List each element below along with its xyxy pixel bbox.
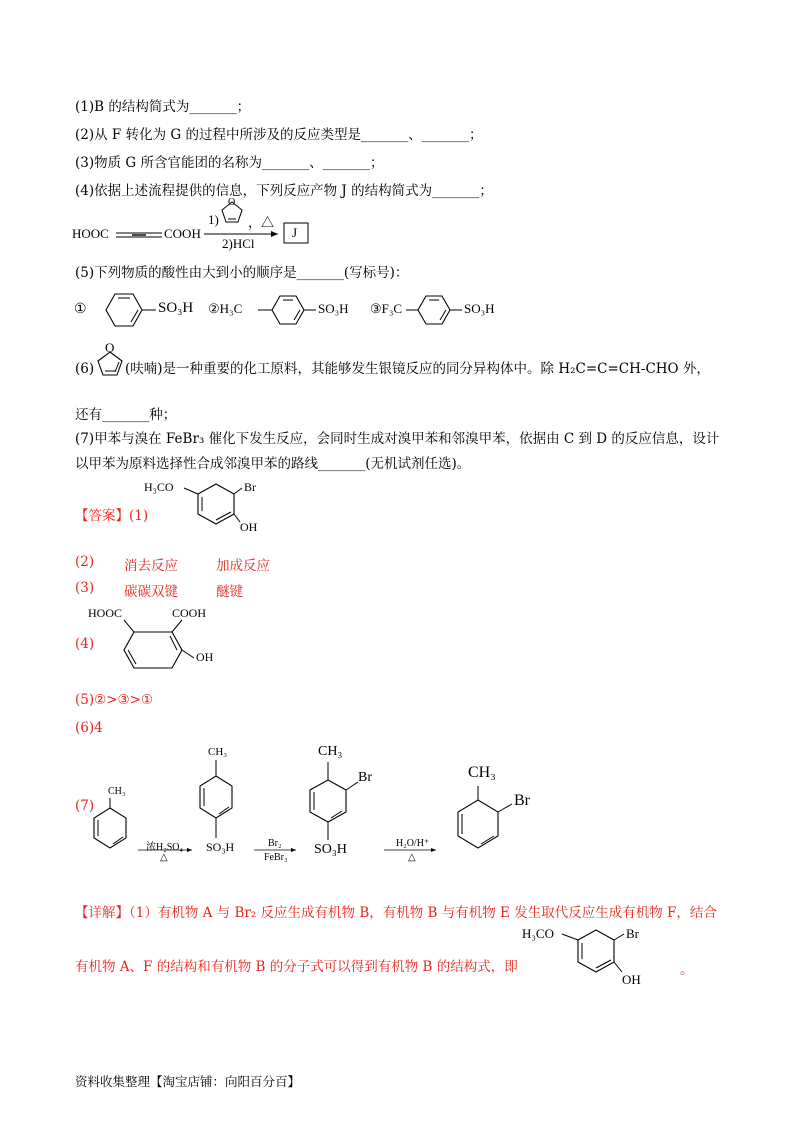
answer-2-label: (2)	[75, 554, 95, 570]
explanation-line2: 有机物 A、F 的结构和有机物 B 的分子式可以得到有机物 B 的结构式，即	[75, 959, 518, 975]
answer-7-d-ch3: CH₃	[468, 764, 496, 781]
q4-reactant-cooh: COOH	[164, 226, 201, 241]
answer-5: (5)②>③>①	[75, 692, 154, 708]
explanation-br: Br	[626, 926, 639, 941]
question-2: (2)从 F 转化为 G 的过程中所涉及的反应类型是_______、_______；	[75, 127, 483, 143]
question-6-prefix: (6)	[75, 361, 95, 377]
answer-3-label: (3)	[75, 580, 95, 596]
q5-item-2-so3h: SO₃H	[318, 301, 349, 316]
answer-2-value-1: 消去反应	[124, 558, 178, 574]
question-3: (3)物质 G 所含官能团的名称为_______、_______；	[75, 155, 384, 171]
answer-7-label: (7)	[75, 798, 95, 814]
answer-7-condition-2a: Br₂	[268, 838, 282, 849]
answer-7-condition-3a: H₂O/H⁺	[396, 838, 430, 849]
q4-reaction	[72, 196, 322, 256]
answer-tag	[75, 504, 148, 524]
answer-7-c-br: Br	[358, 770, 372, 785]
answer-4-oh: OH	[196, 650, 214, 664]
q4-product-j: J	[292, 225, 298, 240]
q5-item-3-so3h: SO₃H	[464, 301, 495, 316]
explanation-tag: 【详解】	[75, 905, 129, 921]
answer-6: (6)4	[75, 720, 103, 736]
q4-condition-1: 1)	[208, 212, 219, 227]
explanation-end: 。	[680, 962, 694, 978]
explanation-oh: OH	[622, 972, 641, 987]
q4-furan-o: O	[228, 197, 236, 208]
answer-4-cooh: COOH	[172, 606, 207, 620]
answer-7-d-br: Br	[514, 792, 530, 809]
answer-7-condition-1b: △	[160, 852, 168, 863]
question-6: (呋喃)是一种重要的化工原料，其能够发生银镜反应的同分异构体中。除 H₂C=C=CH-CHO 外，	[125, 361, 710, 377]
question-4: (4)依据上述流程提供的信息，下列反应产物 J 的结构简式为_______；	[75, 183, 493, 199]
explanation-text-1: （1）有机物 A 与 Br₂ 反应生成有机物 B，有机物 B 与有机物 E 发生取代反应生成有机物 F，结合	[129, 905, 717, 921]
q5-structures	[72, 288, 512, 332]
q5-item-1-marker: ①	[74, 302, 87, 317]
furan-o: O	[105, 340, 115, 355]
answer-1-structure	[142, 478, 292, 548]
answer-7-condition-2b: FeBr₃	[264, 852, 288, 863]
answer-7-b-so3h: SO₃H	[206, 840, 235, 854]
q5-item-3-f3c: ③F₃C	[370, 301, 403, 316]
footer-source: 资料收集整理【淘宝店铺：向阳百分百】	[75, 1074, 301, 1089]
q4-condition-2: 2)HCl	[222, 236, 255, 251]
answer-1-h3co: H₃CO	[144, 480, 174, 494]
question-7-line1: (7)甲苯与溴在 FeBr₃ 催化下发生反应，会同时生成对溴甲苯和邻溴甲苯，依据由 C 到 D 的反应信息，设计	[75, 431, 720, 447]
answer-1-br: Br	[244, 480, 256, 494]
answer-4-structure	[86, 602, 236, 684]
answer-7-condition-3b: △	[408, 852, 416, 863]
q4-reactant-hooc: HOOC	[72, 226, 109, 241]
question-6-line2: 还有_______种；	[75, 407, 177, 423]
explanation-h3co: H₃CO	[522, 926, 554, 941]
answer-7-c-so3h: SO₃H	[314, 842, 347, 857]
answer-4-hooc: HOOC	[88, 606, 123, 620]
q4-condition-heat: ，△	[248, 215, 275, 230]
answer-7-toluene-ch3: CH₃	[108, 786, 126, 797]
furan-structure	[93, 340, 127, 382]
answer-7-b-ch3: CH₃	[208, 746, 228, 758]
explanation-line1	[75, 904, 717, 922]
answer-7-condition-1a: 浓H₂SO₄	[146, 842, 183, 853]
q5-item-1-so3h: SO₃H	[158, 300, 194, 316]
answer-3-value-2: 醚键	[216, 584, 243, 600]
answer-2-value-2: 加成反应	[216, 558, 270, 574]
question-1: (1)B 的结构简式为_______；	[75, 99, 251, 115]
answer-1-label: (1)	[129, 508, 149, 524]
answer-4-label: (4)	[75, 636, 95, 652]
question-7-line2: 以甲苯为原料选择性合成邻溴甲苯的路线_______(无机试剂任选)。	[75, 456, 471, 472]
q5-item-2-h3c: ②H₃C	[208, 301, 243, 316]
answer-3-value-1: 碳碳双键	[124, 584, 178, 600]
answer-7-c-ch3: CH₃	[318, 744, 343, 759]
answer-tag-label: 【答案】	[75, 508, 129, 524]
explanation-structure	[522, 922, 672, 996]
question-5: (5)下列物质的酸性由大到小的顺序是_______(写标号)：	[75, 265, 409, 281]
answer-1-oh: OH	[240, 520, 258, 534]
answer-7-route	[86, 742, 566, 872]
